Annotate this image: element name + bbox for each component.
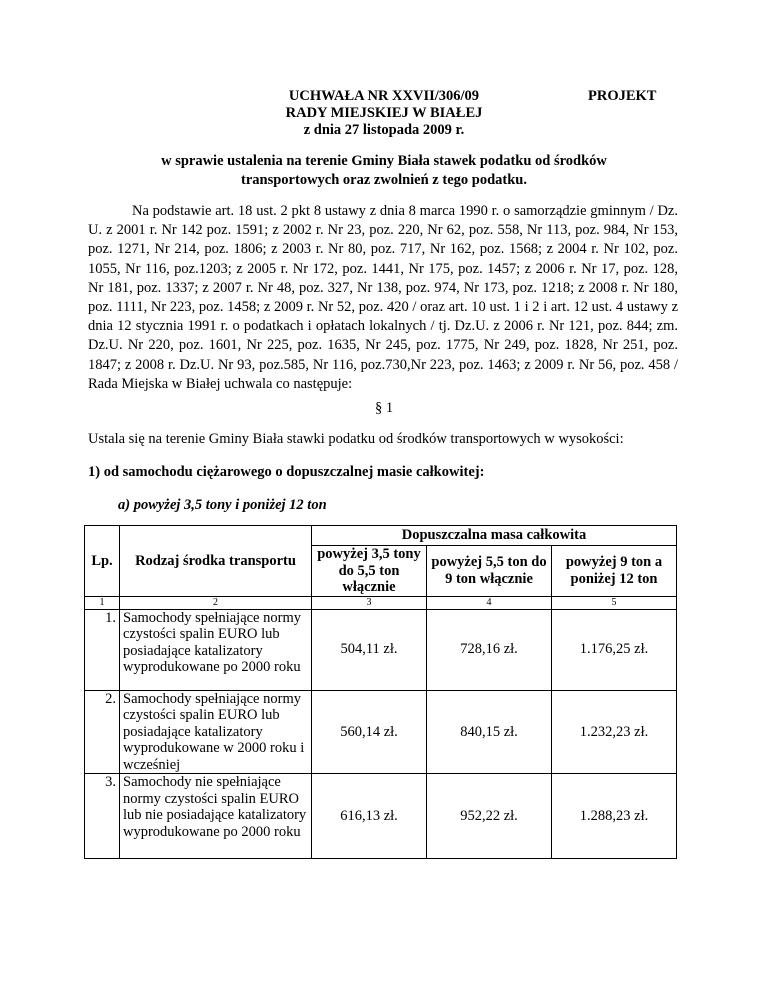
row-lp: 3. — [85, 774, 120, 859]
resolution-date: z dnia 27 listopada 2009 r. — [303, 122, 465, 138]
row-rate-2: 840,15 zł. — [427, 690, 552, 774]
row-lp: 2. — [85, 690, 120, 774]
column-number: 1 — [85, 596, 120, 609]
row-rate-3: 1.288,23 zł. — [552, 774, 677, 859]
column-numbers-row — [85, 596, 677, 609]
subject-line-1: w sprawie ustalenia na terenie Gminy Biała stawek podatku od środków — [161, 153, 607, 169]
row-rate-1: 616,13 zł. — [312, 774, 427, 859]
tax-rates-table — [84, 525, 677, 859]
row-rate-3: 1.232,23 zł. — [552, 690, 677, 774]
header-weight-3: powyżej 9 ton a poniżej 12 ton — [552, 546, 677, 597]
header-weight-2: powyżej 5,5 ton do 9 ton włącznie — [427, 546, 552, 597]
resolution-subject — [0, 152, 768, 190]
section-text: Ustala się na terenie Gminy Biała stawki podatku od środków transportowych w wysokości: — [88, 431, 624, 447]
table-row — [85, 609, 677, 690]
row-description: Samochody spełniające normy czystości spalin EURO lub posiadające katalizatory wyprodukowane w 2000 roku i wcześniej — [120, 690, 312, 774]
table-row — [85, 774, 677, 859]
point-a-heading: a) powyżej 3,5 tony i poniżej 12 ton — [118, 497, 327, 513]
column-number: 5 — [552, 596, 677, 609]
resolution-number: UCHWAŁA NR XXVII/306/09 — [288, 88, 480, 104]
row-rate-1: 504,11 zł. — [312, 609, 427, 690]
column-number: 4 — [427, 596, 552, 609]
council-name: RADY MIEJSKIEJ W BIAŁEJ — [285, 105, 483, 121]
row-lp: 1. — [85, 609, 120, 690]
header-weight-1: powyżej 3,5 tony do 5,5 ton włącznie — [312, 546, 427, 597]
row-description: Samochody nie spełniające normy czystości spalin EURO lub nie posiadające katalizatory wyprodukowane po 2000 roku — [120, 774, 312, 859]
table-header-row-1 — [85, 526, 677, 546]
subject-line-2: transportowych oraz zwolnień z tego podatku. — [241, 172, 527, 188]
row-rate-1: 560,14 zł. — [312, 690, 427, 774]
table-row — [85, 690, 677, 774]
draft-label: PROJEKT — [588, 88, 657, 104]
header-weight-group: Dopuszczalna masa całkowita — [312, 526, 677, 546]
row-rate-2: 728,16 zł. — [427, 609, 552, 690]
header-lp: Lp. — [85, 526, 120, 597]
header-vehicle-type: Rodzaj środka transportu — [120, 526, 312, 597]
column-number: 3 — [312, 596, 427, 609]
column-number: 2 — [120, 596, 312, 609]
row-rate-3: 1.176,25 zł. — [552, 609, 677, 690]
section-heading: § 1 — [374, 400, 394, 416]
point-1-heading: 1) od samochodu ciężarowego o dopuszczalnej masie całkowitej: — [88, 464, 485, 480]
legal-basis-paragraph: Na podstawie art. 18 ust. 2 pkt 8 ustawy z dnia 8 marca 1990 r. o samorządzie gminnym / Dz. U. z 2001 r. Nr 142 poz. 1591; z 2002 r. Nr 23, poz. 220, Nr 62, poz. 558, Nr 113, poz. 984, Nr 153, poz. 1271, Nr 214, poz. 1806; z 2003 r. Nr 80, poz. 717, Nr 162, poz. 1568; z 2004 r. Nr 102, poz. 1055, Nr 116, poz.1203; z 2005 r. Nr 172, poz. 1441, Nr 175, poz. 1457; z 2006 r. Nr 17, poz. 128, Nr 181, poz. 1337; z 2007 r. Nr 48, poz. 327, Nr 138, poz. 974, Nr 173, poz. 1218; z 2008 r. Nr 180, poz. 1111, Nr 223, poz. 1458; z 2009 r. Nr 52, poz. 420 / oraz art. 10 ust. 1 i 2 i art. 12 ust. 4 ustawy z dnia 12 stycznia 1991 r. o podatkach i opłatach lokalnych / tj. Dz.U. z 2006 r. Nr 121, poz. 844; zm. Dz.U. Nr 220, poz. 1601, Nr 225, poz. 1635, Nr 245, poz. 1775, Nr 249, poz. 1828, Nr 251, poz. 1847; z 2008 r. Dz.U. Nr 93, poz.585, Nr 116, poz.730,Nr 223, poz. 1463; z 2009 r. Nr 56, poz. 458 / Rada Miejska w Białej uchwala co następuje: — [88, 203, 678, 392]
row-rate-2: 952,22 zł. — [427, 774, 552, 859]
row-description: Samochody spełniające normy czystości spalin EURO lub posiadające katalizatory wyprodukowane po 2000 roku — [120, 609, 312, 690]
